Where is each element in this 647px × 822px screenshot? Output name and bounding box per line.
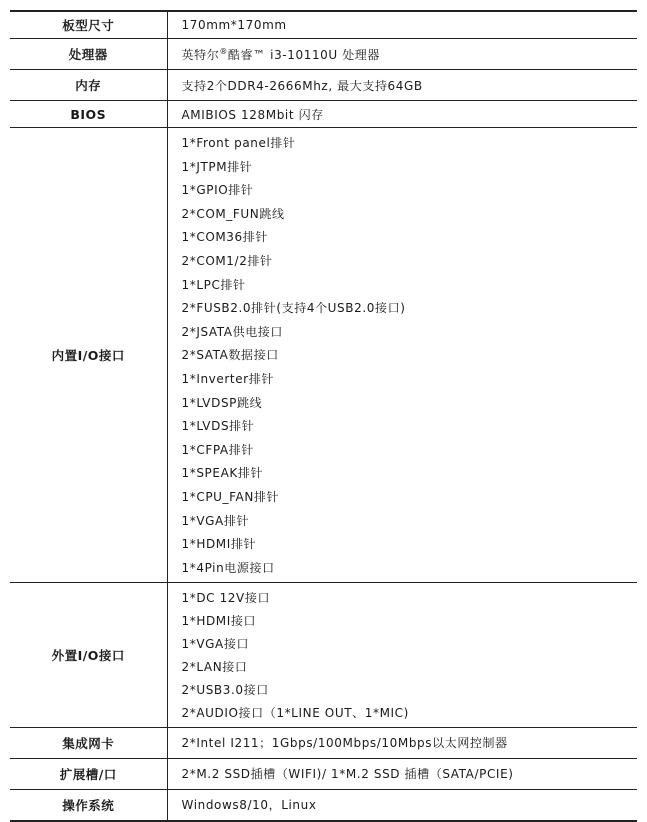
list-item: 1*Front panel排针 xyxy=(181,136,296,150)
list-item: 2*FUSB2.0排针(支持4个USB2.0接口) xyxy=(181,301,406,316)
row-label: 扩展槽/口 xyxy=(10,758,167,789)
list-item: 1*HDMI接口 xyxy=(181,614,257,629)
list-item: 2*COM_FUN跳线 xyxy=(181,206,285,221)
list-item: 1*CFPA排针 xyxy=(181,442,254,457)
list-item: 2*USB3.0接口 xyxy=(181,682,269,697)
list-item: 1*SPEAK排针 xyxy=(181,466,264,481)
row-label: 集成网卡 xyxy=(10,727,167,758)
row-value: 支持2个DDR4-2666Mhz, 最大支持64GB xyxy=(167,70,637,101)
row-value: Windows8/10，Linux xyxy=(181,798,317,813)
registered-mark: ® xyxy=(219,46,228,56)
row-value: 2*M.2 SSD插槽（WIFI)/ 1*M.2 SSD 插槽（SATA/PCIE) xyxy=(167,758,637,789)
list-item: 1*Inverter排针 xyxy=(181,371,274,386)
external-io-list xyxy=(167,583,637,727)
list-item: 1*VGA排针 xyxy=(181,513,250,528)
spec-row-processor xyxy=(10,39,637,70)
list-item: 1*DC 12V接口 xyxy=(181,591,271,606)
internal-io-list xyxy=(167,128,637,583)
list-item: 1*LPC排针 xyxy=(181,277,246,292)
list-item: 1*VGA接口 xyxy=(181,637,250,652)
spec-row-bios xyxy=(10,101,637,128)
row-label: 板型尺寸 xyxy=(10,11,167,39)
list-item: 1*HDMI排针 xyxy=(181,537,257,552)
spec-row-internal-io xyxy=(10,128,637,583)
list-item: 1*4Pin电源接口 xyxy=(181,560,275,575)
spec-row-expansion xyxy=(10,758,637,789)
list-item: 1*CPU_FAN排针 xyxy=(181,489,280,504)
processor-model: 酷睿™ i3-10110U 处理器 xyxy=(227,47,381,62)
list-item: 2*JSATA供电接口 xyxy=(181,324,283,339)
list-item: 1*JTPM排针 xyxy=(181,159,253,174)
row-label: 内存 xyxy=(10,70,167,101)
processor-brand: 英特尔 xyxy=(181,47,220,62)
row-label: 处理器 xyxy=(10,39,167,70)
list-item: 2*COM1/2排针 xyxy=(181,253,273,268)
row-label: 外置I/O接口 xyxy=(10,583,167,727)
row-label: BIOS xyxy=(10,101,167,128)
list-item: 1*GPIO排针 xyxy=(181,183,254,198)
list-item: 1*COM36排针 xyxy=(181,230,268,245)
list-item: 2*LAN接口 xyxy=(181,659,248,674)
row-label: 操作系统 xyxy=(10,789,167,821)
spec-row-memory xyxy=(10,70,637,101)
spec-row-network xyxy=(10,727,637,758)
row-value: 2*Intel I211；1Gbps/100Mbps/10Mbps以太网控制器 xyxy=(167,727,637,758)
list-item: 1*LVDS排针 xyxy=(181,419,255,434)
list-item: 2*AUDIO接口（1*LINE OUT、1*MIC) xyxy=(181,705,409,720)
list-item: 2*SATA数据接口 xyxy=(181,348,279,363)
list-item: 1*LVDSP跳线 xyxy=(181,395,263,410)
row-value: 170mm*170mm xyxy=(167,11,637,39)
spec-row-external-io xyxy=(10,583,637,727)
row-value: AMIBIOS 128Mbit 闪存 xyxy=(167,101,637,128)
spec-row-board-size xyxy=(10,11,637,39)
spec-table xyxy=(10,10,637,822)
row-label: 内置I/O接口 xyxy=(10,128,167,583)
row-value xyxy=(167,39,637,70)
